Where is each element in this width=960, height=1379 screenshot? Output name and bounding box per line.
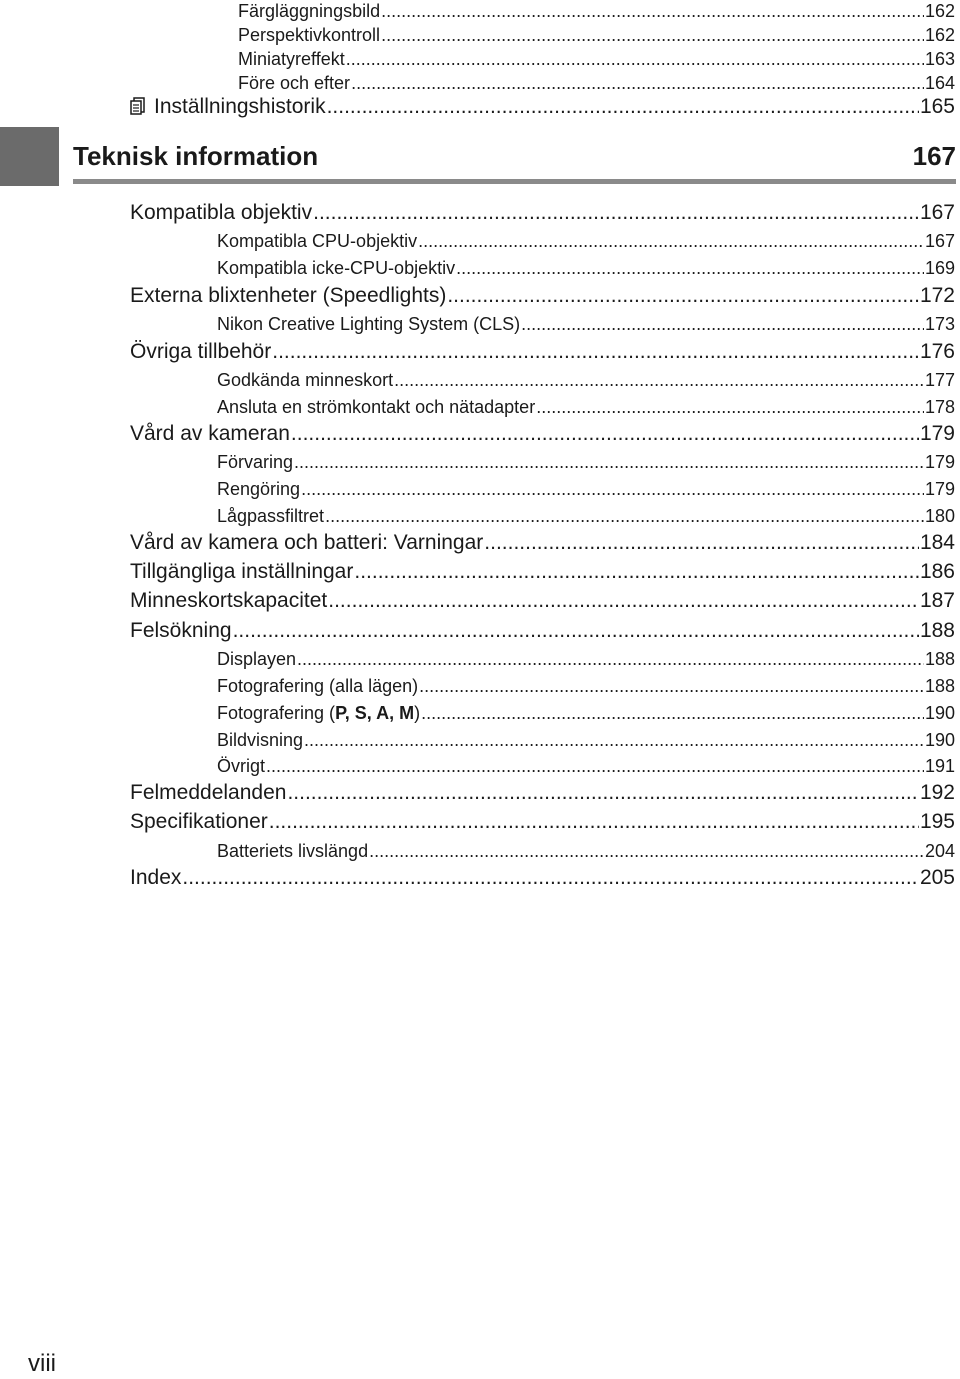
toc-entry-label: Displayen: [217, 649, 297, 669]
toc-entry-label: Miniatyreffekt: [238, 49, 345, 69]
dot-leader: [536, 395, 924, 419]
dot-leader: [484, 530, 919, 556]
toc-entry[interactable]: [130, 200, 955, 226]
toc-entry-page: 167: [924, 231, 955, 251]
toc-entry-page: 179: [924, 479, 955, 499]
page-number-footer: viii: [28, 1350, 56, 1377]
toc-entry-label: Vård av kamera och batteri: Varningar: [130, 531, 484, 554]
toc-entry[interactable]: [217, 504, 955, 528]
toc-entry-label: Minneskortskapacitet: [130, 589, 328, 612]
toc-entry-label: Övrigt: [217, 756, 266, 776]
toc-entry-page: 167: [919, 201, 955, 224]
toc-entry-label: Rengöring: [217, 479, 301, 499]
toc-entry-page: 176: [919, 340, 955, 363]
dot-leader: [381, 0, 924, 22]
dot-leader: [328, 588, 919, 614]
toc-entry-label: Förvaring: [217, 452, 294, 472]
toc-entry-label: Före och efter: [238, 73, 351, 93]
toc-entry-page: 179: [919, 422, 955, 445]
dot-leader: [419, 674, 924, 698]
toc-entry-page: 195: [919, 810, 955, 833]
toc-entry[interactable]: [217, 674, 955, 698]
toc-entry-label: Övriga tillbehör: [130, 340, 272, 363]
toc-entry-page: 186: [919, 560, 955, 583]
dot-leader: [301, 477, 924, 501]
toc-entry-page: 164: [924, 73, 955, 93]
toc-entry-page: 173: [924, 314, 955, 334]
toc-entry[interactable]: [217, 229, 955, 253]
toc-entry[interactable]: [130, 809, 955, 835]
toc-entry-label: Kompatibla CPU-objektiv: [217, 231, 418, 251]
dot-leader: [381, 24, 924, 46]
toc-entry[interactable]: [217, 256, 955, 280]
toc-entry[interactable]: [217, 395, 955, 419]
toc-entry-page: 191: [924, 756, 955, 776]
toc-entry[interactable]: [217, 647, 955, 671]
toc-entry-label: Bildvisning: [217, 730, 304, 750]
toc-entry-page: 169: [924, 258, 955, 278]
toc-entry[interactable]: [130, 618, 955, 644]
toc-entry[interactable]: [217, 754, 955, 778]
dot-leader: [354, 559, 919, 585]
dot-leader: [351, 72, 924, 94]
toc-entry-page: 205: [919, 866, 955, 889]
toc-entry[interactable]: [130, 530, 955, 556]
toc-entry[interactable]: [238, 0, 955, 22]
dot-leader: [369, 839, 924, 863]
toc-entry-label: Specifikationer: [130, 810, 268, 833]
toc-entry-label: Kompatibla icke-CPU-objektiv: [217, 258, 456, 278]
toc-entry-page: 178: [924, 397, 955, 417]
chapter-page-number: 167: [912, 141, 956, 171]
dot-leader: [266, 754, 924, 778]
toc-entry-label: Perspektivkontroll: [238, 25, 381, 45]
toc-entry-page: 190: [924, 730, 955, 750]
chapter-tab: [0, 127, 59, 186]
dot-leader: [313, 200, 919, 226]
toc-entry-history[interactable]: [130, 94, 955, 120]
toc-entry-page: 192: [919, 781, 955, 804]
dot-leader: [269, 809, 919, 835]
toc-entry-page: 190: [924, 703, 955, 723]
toc-entry-page: 188: [919, 619, 955, 642]
toc-entry-page: 165: [919, 95, 955, 118]
toc-entry-page: 188: [924, 676, 955, 696]
retouch-menu-icon: [130, 96, 146, 114]
toc-entry[interactable]: [130, 588, 955, 614]
toc-entry-label: Externa blixtenheter (Speedlights): [130, 284, 447, 307]
dot-leader: [325, 504, 924, 528]
toc-entry[interactable]: [238, 24, 955, 46]
dot-leader: [297, 647, 924, 671]
dot-leader: [447, 283, 919, 309]
toc-entry[interactable]: [130, 421, 955, 447]
toc-entry-label: Felsökning: [130, 619, 232, 642]
dot-leader: [394, 368, 924, 392]
toc-entry[interactable]: [217, 368, 955, 392]
chapter-title[interactable]: Teknisk information: [73, 141, 319, 171]
dot-leader: [456, 256, 924, 280]
toc-entry[interactable]: [238, 48, 955, 70]
toc-entry-page: 187: [919, 589, 955, 612]
toc-entry[interactable]: [238, 72, 955, 94]
toc-entry-label: Lågpassfiltret: [217, 506, 325, 526]
toc-entry-label: [217, 701, 420, 725]
toc-entry-label: Batteriets livslängd: [217, 841, 369, 861]
toc-entry-label: [130, 94, 326, 120]
toc-entry-page: 172: [919, 284, 955, 307]
toc-entry[interactable]: [130, 339, 955, 365]
dot-leader: [304, 728, 924, 752]
dot-leader: [233, 618, 919, 644]
toc-entry-page: 188: [924, 649, 955, 669]
label-suffix: ): [414, 703, 421, 723]
toc-entry-label: Felmeddelanden: [130, 781, 287, 804]
toc-entry-label: Kompatibla objektiv: [130, 201, 313, 224]
toc-entry-label: Nikon Creative Lighting System (CLS): [217, 314, 521, 334]
dot-leader: [327, 94, 919, 120]
dot-leader: [294, 450, 924, 474]
toc-entry-page: 179: [924, 452, 955, 472]
toc-entry-page: 204: [924, 841, 955, 861]
toc-entry[interactable]: [130, 780, 955, 806]
toc-entry[interactable]: [130, 559, 955, 585]
toc-entry[interactable]: [217, 450, 955, 474]
history-label: Inställningshistorik: [154, 95, 326, 118]
toc-entry-page: 162: [924, 25, 955, 45]
toc-entry-page: 180: [924, 506, 955, 526]
dot-leader: [346, 48, 924, 70]
toc-entry-label: Tillgängliga inställningar: [130, 560, 354, 583]
exposure-modes: P, S, A, M: [335, 703, 415, 723]
dot-leader: [291, 421, 919, 447]
toc-entry[interactable]: [217, 477, 955, 501]
toc-entry-label: Fotografering (alla lägen): [217, 676, 419, 696]
dot-leader: [287, 780, 919, 806]
toc-entry-page: 163: [924, 49, 955, 69]
dot-leader: [272, 339, 919, 365]
label-prefix: Fotografering (: [217, 703, 336, 723]
toc-entry-label: Färgläggningsbild: [238, 1, 381, 21]
toc-entry-label: Vård av kameran: [130, 422, 290, 445]
dot-leader: [421, 701, 924, 725]
toc-entry-page: 162: [924, 1, 955, 21]
toc-entry-page: 177: [924, 370, 955, 390]
dot-leader: [418, 229, 924, 253]
toc-entry[interactable]: [217, 839, 955, 863]
toc-entry-label: Godkända minneskort: [217, 370, 394, 390]
chapter-divider: [73, 179, 956, 184]
dot-leader: [182, 865, 919, 891]
toc-entry-page: 184: [919, 531, 955, 554]
toc-entry[interactable]: [130, 283, 955, 309]
toc-entry-label: Ansluta en strömkontakt och nätadapter: [217, 397, 536, 417]
toc-entry[interactable]: [217, 312, 955, 336]
toc-entry-label: Index: [130, 866, 182, 889]
toc-entry[interactable]: [217, 728, 955, 752]
dot-leader: [521, 312, 924, 336]
toc-entry[interactable]: [130, 865, 955, 891]
toc-entry[interactable]: [217, 701, 955, 725]
